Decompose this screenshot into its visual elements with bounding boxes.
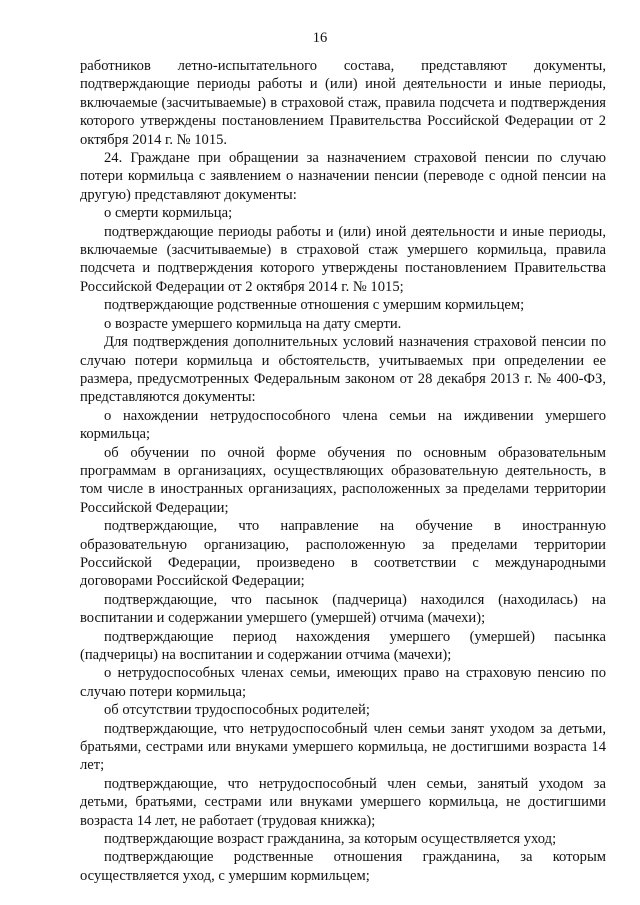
document-body xyxy=(80,57,606,885)
paragraph: подтверждающие период нахождения умершего (умершей) пасынка (падчерицы) на воспитании и содержании отчима (мачехи); xyxy=(80,628,606,663)
paragraph: о возрасте умершего кормильца на дату смерти. xyxy=(104,315,402,332)
paragraph: подтверждающие родственные отношения гражданина, за которым осуществляется уход, с умершим кормильцем; xyxy=(80,849,606,884)
paragraph: о смерти кормильца; xyxy=(104,205,233,222)
paragraph: о нетрудоспособных членах семьи, имеющих право на страховую пенсию по случаю потери кормильца; xyxy=(80,665,606,700)
paragraph: об отсутствии трудоспособных родителей; xyxy=(104,702,370,719)
paragraph: об обучении по очной форме обучения по основным образовательным программам в организациях, осуществляющих образовательную деятельность, в том числе в иностранных организациях, расположенных за пределами территории Российской Федерации; xyxy=(80,444,606,516)
paragraph: подтверждающие возраст гражданина, за которым осуществляется уход; xyxy=(104,831,557,848)
page-number: 16 xyxy=(312,30,328,46)
paragraph-continuation: работников летно-испытательного состава, представляют документы, подтверждающие периоды работы и (или) иной деятельности и иные периоды, включаемые (засчитываемые) в страховой стаж, правила подсчета и подтверждения которого утверждены постановлением Правительства Российской Федерации от 2 октября 2014 г. № 1015. xyxy=(80,58,606,148)
paragraph: подтверждающие, что нетрудоспособный член семьи, занятый уходом за детьми, братьями, сестрами или внуками умершего кормильца, не достигшими возраста 14 лет, не работает (трудовая книжка); xyxy=(80,775,606,829)
paragraph: Для подтверждения дополнительных условий назначения страховой пенсии по случаю потери кормильца и обстоятельств, учитываемых при определении ее размера, предусмотренных Федеральным законом от 28 декабря 2013 г. № 400-ФЗ, представляются документы: xyxy=(80,334,606,406)
paragraph: о нахождении нетрудоспособного члена семьи на иждивении умершего кормильца; xyxy=(80,407,606,443)
paragraph: подтверждающие периоды работы и (или) иной деятельности и иные периоды, включаемые (засчитываемые) в страховой стаж умершего кормильца, правила подсчета и подтверждения которого утверждены постановлением Правительства Российской Федерации от 2 октября 2014 г. № 1015; xyxy=(80,223,606,295)
paragraph: подтверждающие, что пасынок (падчерица) находился (находилась) на воспитании и содержании умершего (умершей) отчима (мачехи); xyxy=(80,591,606,627)
paragraph-item-24: 24. Граждане при обращении за назначением страховой пенсии по случаю потери кормильца с заявлением о назначении пенсии (переводе с одной пенсии на другую) представляют документы: xyxy=(80,150,606,203)
paragraph: подтверждающие родственные отношения с умершим кормильцем; xyxy=(104,297,525,314)
paragraph: подтверждающие, что нетрудоспособный член семьи занят уходом за детьми, братьями, сестрами или внуками умершего кормильца, не достигшими возраста 14 лет; xyxy=(80,720,606,774)
paragraph: подтверждающие, что направление на обучение в иностранную образовательную организацию, расположенную за пределами территории Российской Федерации, произведено в соответствии с международными договорами Российской Федерации; xyxy=(80,518,606,590)
